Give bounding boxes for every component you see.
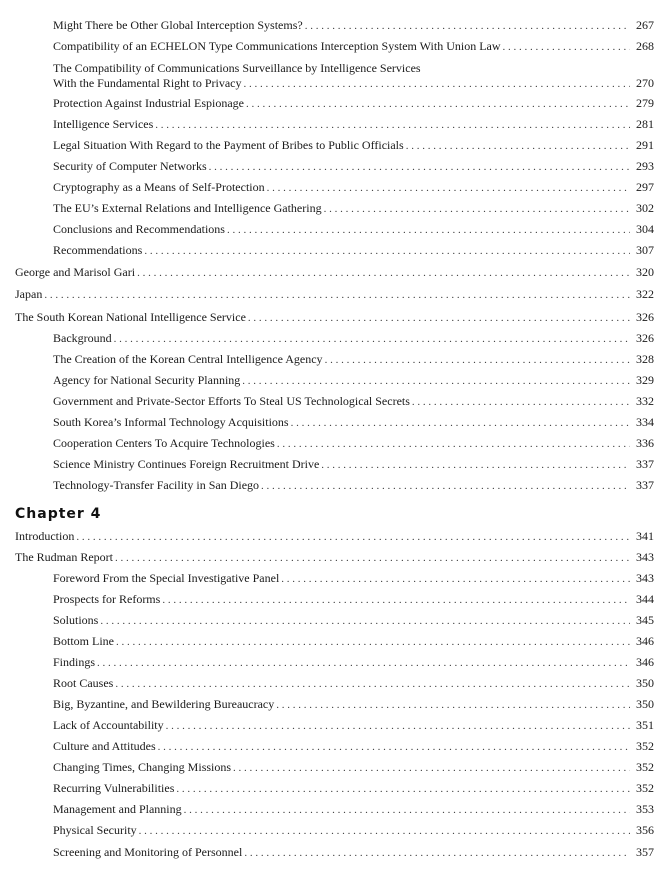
toc-entry[interactable] [0,415,667,430]
toc-entry-page: 279 [636,96,654,110]
toc-entry[interactable] [0,781,667,796]
dot-leader [114,332,630,346]
toc-entry[interactable] [0,138,667,153]
dot-leader [100,614,630,628]
dot-leader [277,437,630,451]
toc-entry-page: 357 [636,845,654,859]
toc-entry-title: Conclusions and Recommendations [53,222,225,236]
toc-entry-row [53,823,654,838]
toc-entry-row [53,760,654,775]
toc-entry-title: Government and Private-Sector Efforts To Steal US Technological Secrets [53,394,410,408]
toc-entry-title: Japan [15,287,43,301]
toc-entry[interactable] [0,265,667,280]
toc-entry[interactable] [0,201,667,216]
dot-leader [184,803,630,817]
toc-entry-page: 352 [636,739,654,753]
toc-entry[interactable] [0,331,667,346]
toc-entry-row [53,739,654,754]
toc-entry-row [53,457,654,472]
toc-entry-page: 281 [636,117,654,131]
dot-leader [116,635,630,649]
toc-entry-page: 304 [636,222,654,236]
toc-entry[interactable] [0,823,667,838]
dot-leader [242,374,630,388]
toc-entry-title: Solutions [53,613,99,627]
toc-entry-page: 293 [636,159,654,173]
toc-entry-title: Recurring Vulnerabilities [53,781,175,795]
toc-entry-page: 350 [636,676,654,690]
dot-leader [261,479,630,493]
toc-entry-page: 336 [636,436,654,450]
toc-entry-title: Findings [53,655,96,669]
toc-entry-row [53,96,654,111]
toc-entry-row [53,180,654,195]
toc-entry-title: Root Causes [53,676,114,690]
toc-entry-page: 337 [636,457,654,471]
toc-entry-row [53,571,654,586]
toc-entry[interactable] [0,676,667,691]
toc-entry-page: 326 [636,310,654,324]
toc-entry-title: Lack of Accountability [53,718,164,732]
toc-entry-page: 329 [636,373,654,387]
toc-entry-row [53,243,654,258]
toc-entry-row [53,613,654,628]
toc-entry-title: Culture and Attitudes [53,739,156,753]
toc-entry[interactable] [0,436,667,451]
toc-entry-row [53,76,654,91]
toc-entry[interactable] [0,634,667,649]
toc-entry-title: With the Fundamental Right to Privacy [53,76,242,90]
toc-entry-title: Intelligence Services [53,117,154,131]
toc-entry-row [53,802,654,817]
dot-leader [281,572,630,586]
dot-leader [166,719,630,733]
toc-entry-row [53,718,654,733]
toc-entry-row [53,39,654,54]
toc-entry-row [53,159,654,174]
toc-entry-page: 297 [636,180,654,194]
dot-leader [162,593,630,607]
toc-entry[interactable] [0,373,667,388]
toc-entry-title: Big, Byzantine, and Bewildering Bureaucracy [53,697,275,711]
toc-entry[interactable] [0,550,667,565]
dot-leader [324,202,630,216]
toc-entry-page: 320 [636,265,654,279]
dot-leader [244,846,630,860]
toc-entry-title: Management and Planning [53,802,182,816]
toc-entry-page: 307 [636,243,654,257]
toc-entry-row [53,634,654,649]
toc-entry-title: Protection Against Industrial Espionage [53,96,244,110]
toc-entry[interactable] [0,18,667,33]
toc-entry[interactable] [0,287,667,302]
toc-entry[interactable] [0,592,667,607]
toc-entry-page: 341 [636,529,654,543]
toc-entry-title: Changing Times, Changing Missions [53,760,232,774]
toc-entry-row [53,415,654,430]
toc-entry-title: Background [53,331,112,345]
toc-entry-row [53,138,654,153]
toc-entry-title: The Rudman Report [15,550,113,564]
toc-entry-row [53,436,654,451]
toc-entry-row [15,550,654,565]
dot-leader [155,118,630,132]
dot-leader [209,160,630,174]
toc-entry-page: 302 [636,201,654,215]
toc-entry-page: 345 [636,613,654,627]
toc-entry-row [53,352,654,367]
toc-entry-page: 270 [636,76,654,90]
toc-entry-page: 291 [636,138,654,152]
toc-entry-page: 353 [636,802,654,816]
toc-entry[interactable] [0,243,667,258]
dot-leader [248,311,630,325]
toc-entry-row [53,18,654,33]
toc-entry-title: Compatibility of an ECHELON Type Communications Interception System With Union Law [53,39,501,53]
toc-entry-page: 351 [636,718,654,732]
dot-leader [244,77,631,91]
toc-entry[interactable] [0,739,667,754]
toc-entry-page: 326 [636,331,654,345]
toc-entry[interactable] [0,718,667,733]
toc-entry[interactable] [0,760,667,775]
toc-entry-title: Physical Security [53,823,137,837]
toc-entry[interactable] [0,180,667,195]
toc-entry-title: Cryptography as a Means of Self-Protection [53,180,265,194]
toc-entry-page: 350 [636,697,654,711]
toc-entry[interactable] [0,352,667,367]
dot-leader [144,244,630,258]
toc-entry-row [53,478,654,493]
toc-entry-title: Cooperation Centers To Acquire Technologies [53,436,275,450]
toc-entry-page: 344 [636,592,654,606]
toc-entry-title: Legal Situation With Regard to the Payment of Bribes to Public Officials [53,138,404,152]
toc-entry-page: 352 [636,760,654,774]
toc-entry[interactable] [0,478,667,493]
dot-leader [325,353,630,367]
toc-entry[interactable] [0,394,667,409]
toc-entry-title-line1: The Compatibility of Communications Surveillance by Intelligence Services [53,61,421,75]
toc-entry-row [53,117,654,132]
dot-leader [276,698,630,712]
toc-entry-page: 352 [636,781,654,795]
toc-entry[interactable] [0,802,667,817]
chapter-heading: Chapter 4 [15,506,102,522]
toc-entry-row [15,287,654,302]
dot-leader [503,40,630,54]
dot-leader [321,458,630,472]
toc-entry-row [53,373,654,388]
toc-entry[interactable] [0,845,667,860]
toc-entry-page: 346 [636,634,654,648]
toc-entry-page: 337 [636,478,654,492]
toc-entry-page: 267 [636,18,654,32]
toc-entry-page: 328 [636,352,654,366]
toc-entry[interactable] [0,159,667,174]
toc-entry-row [53,331,654,346]
toc-entry-page: 343 [636,550,654,564]
toc-entry-row [53,394,654,409]
toc-entry-title: Might There be Other Global Interception Systems? [53,18,303,32]
dot-leader [76,530,630,544]
toc-entry-row [15,529,654,544]
toc-entry-page: 334 [636,415,654,429]
dot-leader [44,288,630,302]
toc-entry-title: South Korea’s Informal Technology Acquisitions [53,415,289,429]
toc-entry-title: Science Ministry Continues Foreign Recruitment Drive [53,457,320,471]
toc-entry-row [53,655,654,670]
toc-entry-title: Agency for National Security Planning [53,373,241,387]
dot-leader [115,551,630,565]
toc-entry-title: Foreword From the Special Investigative Panel [53,571,280,585]
dot-leader [137,266,630,280]
dot-leader [406,139,630,153]
toc-entry-title: Prospects for Reforms [53,592,161,606]
dot-leader [233,761,630,775]
toc-entry[interactable] [0,117,667,132]
toc-entry-row [15,265,654,280]
toc-entry-row [53,201,654,216]
toc-entry-title: George and Marisol Gari [15,265,136,279]
toc-entry-row [53,592,654,607]
toc-entry-title: Technology-Transfer Facility in San Diego [53,478,260,492]
toc-entry-title: Introduction [15,529,75,543]
toc-entry-title: Screening and Monitoring of Personnel [53,845,243,859]
toc-entry-page: 322 [636,287,654,301]
dot-leader [227,223,630,237]
toc-entry-row [53,676,654,691]
toc-entry-row [53,781,654,796]
toc-entry[interactable] [0,571,667,586]
toc-entry-row [53,222,654,237]
toc-entry[interactable] [0,655,667,670]
toc-entry[interactable] [0,310,667,325]
toc-entry-page: 356 [636,823,654,837]
toc-entry-page: 332 [636,394,654,408]
toc-entry-page: 346 [636,655,654,669]
toc-entry[interactable] [0,697,667,712]
toc-entry-row [53,697,654,712]
toc-entry-page: 268 [636,39,654,53]
dot-leader [267,181,630,195]
toc-entry-title: Security of Computer Networks [53,159,207,173]
toc-entry-title: Bottom Line [53,634,114,648]
toc-entry-title: The South Korean National Intelligence Service [15,310,246,324]
toc-entry[interactable] [0,529,667,544]
toc-entry-row [15,310,654,325]
dot-leader [176,782,630,796]
toc-entry-title: The Creation of the Korean Central Intelligence Agency [53,352,323,366]
toc-entry[interactable] [0,457,667,472]
dot-leader [115,677,630,691]
toc-entry[interactable] [0,222,667,237]
dot-leader [305,19,630,33]
dot-leader [291,416,630,430]
dot-leader [246,97,630,111]
dot-leader [412,395,630,409]
dot-leader [158,740,630,754]
toc-entry-title: The EU’s External Relations and Intelligence Gathering [53,201,322,215]
toc-entry-row [53,845,654,860]
dot-leader [97,656,630,670]
toc-entry-title: Recommendations [53,243,143,257]
toc-entry[interactable] [0,39,667,54]
dot-leader [139,824,630,838]
toc-entry[interactable] [0,61,667,91]
toc-entry[interactable] [0,613,667,628]
toc-entry[interactable] [0,96,667,111]
toc-entry-page: 343 [636,571,654,585]
